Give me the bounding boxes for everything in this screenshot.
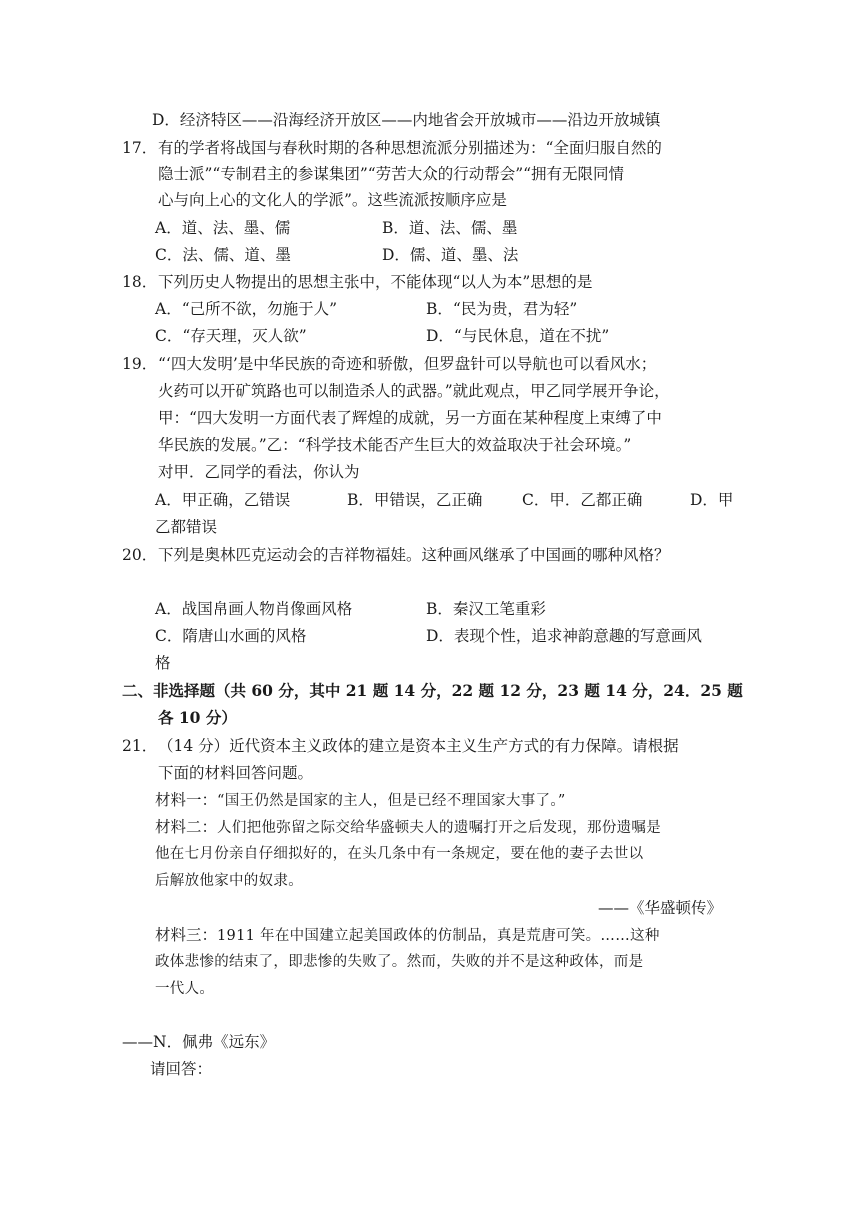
material-line [155,925,660,946]
option-b: B．甲错误，乙正确 [347,491,483,509]
option-b: B．“民为贵，君为轻” [426,300,578,318]
option-c: C．隋唐山水画的风格 [155,627,307,645]
option-d: D．“与民休息，道在不扰” [426,327,610,345]
question-stem-line: 火药可以开矿筑路也可以制造杀人的武器。”就此观点，甲乙同学展开争论， [158,382,670,400]
option-a: A．甲正确，乙错误 [155,491,291,509]
option-d: D．儒、道、墨、法 [382,246,519,264]
option-c: C．“存天理，灭人欲” [155,327,307,345]
material-text: 人们把他弥留之际交给华盛顿夫人的遗嘱打开之后发现，那份遗嘱是 [217,820,662,836]
question-stem-line: 隐士派”“专制君主的参谋集团”“劳苦大众的行动帮会”“拥有无限同情 [158,165,625,183]
option-d-continued: 格 [155,654,171,672]
option-a: A．战国帛画人物肖像画风格 [155,600,353,618]
question-number: 21． [122,737,158,755]
material-line: 政体悲惨的结束了，即悲惨的失败了。然而，失败的并不是这种政体，而是 [155,954,644,970]
material-text: 1911 年在中国建立起美国政体的仿制品，真是荒唐可笑。……这种 [217,928,660,944]
question-stem-line: 对甲．乙同学的看法，你认为 [158,463,360,481]
material-line [155,817,661,838]
question-16-option-d: D．经济特区——沿海经济开放区——内地省会开放城市——沿边开放城镇 [152,111,661,129]
material-label: 材料三： [155,926,218,944]
question-number: 19． [122,355,158,373]
section-heading-line: 各 10 分） [158,708,237,727]
question-number: 20． [122,546,158,564]
question-stem-line: 下面的材料回答问题。 [158,764,314,782]
question-stem-line: 甲：“四大发明一方面代表了辉煌的成就，另一方面在某种程度上束缚了中 [158,409,662,427]
question-stem-line: 下列是奥林匹克运动会的吉祥物福娃。这种画风继承了中国画的哪种风格？ [158,546,670,564]
question-prompt: 请回答： [150,1060,213,1078]
option-c: C．甲．乙都正确 [522,491,643,509]
material-source: ——《华盛顿传》 [598,899,723,917]
material-line: 他在七月份亲自仔细拟好的，在头几条中有一条规定，要在他的妻子去世以 [155,846,644,862]
question-number: 18． [122,273,158,291]
option-c: C．法、儒、道、墨 [155,246,291,264]
option-d: D．甲 [690,491,734,509]
material-source: ——N．佩弗《远东》 [122,1033,276,1051]
question-stem-line: （14 分）近代资本主义政体的建立是资本主义生产方式的有力保障。请根据 [158,737,679,755]
material-label: 材料二： [155,818,218,836]
question-stem-line: 心与向上心的文化人的学派”。这些流派按顺序应是 [158,191,507,209]
option-d-continued: 乙都错误 [155,518,218,536]
option-d: D．表现个性，追求神韵意趣的写意画风 [426,627,702,645]
option-b: B．秦汉工笔重彩 [426,600,546,618]
option-b: B．道、法、儒、墨 [382,219,518,237]
material-line: 一代人。 [155,981,215,997]
option-a: A．“己所不欲，勿施于人” [155,300,338,318]
material-label: 材料一： [155,791,218,809]
question-stem-line: 华民族的发展。”乙：“科学技术能否产生巨大的效益取决于社会环境。” [158,436,632,454]
option-a: A．道、法、墨、儒 [155,219,291,237]
material-line: 后解放他家中的奴隶。 [155,873,303,889]
question-stem-line: “‘四大发明’是中华民族的奇迹和骄傲，但罗盘针可以导航也可以看风水； [158,355,657,373]
section-heading-line: 二、非选择题（共 60 分，其中 21 题 14 分，22 题 12 分，23 题 14 分，24．25 题 [122,681,743,700]
question-number: 17． [122,139,158,157]
question-stem-line: 下列历史人物提出的思想主张中，不能体现“以人为本”思想的是 [158,273,593,291]
material-text: “国王仍然是国家的主人，但是已经不理国家大事了。” [217,793,566,809]
question-stem-line: 有的学者将战国与春秋时期的各种思想流派分别描述为：“全面归服自然的 [158,139,662,157]
material-1 [155,790,566,811]
